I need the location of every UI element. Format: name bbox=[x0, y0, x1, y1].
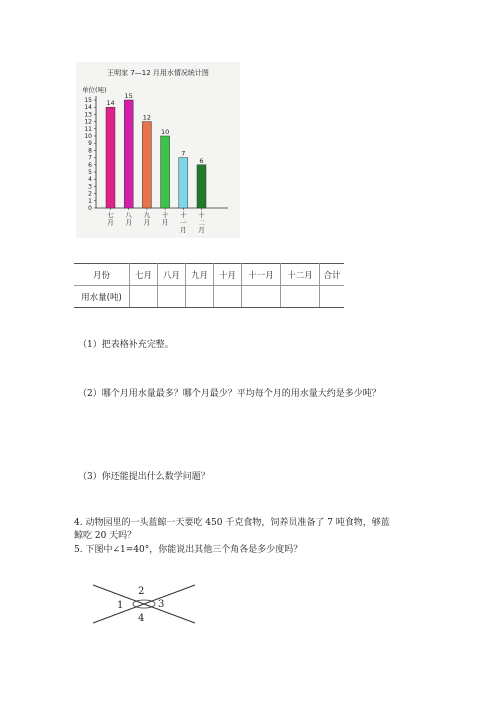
x-tick-label: 二 bbox=[198, 218, 205, 227]
table-header-cell: 七月 bbox=[130, 264, 158, 286]
x-tick-label: 十 bbox=[180, 211, 187, 219]
table-header-cell: 月份 bbox=[74, 264, 130, 286]
table-header-cell: 十一月 bbox=[242, 264, 281, 286]
usage-table bbox=[74, 263, 344, 308]
bar-value-label: 7 bbox=[181, 149, 186, 158]
x-tick-label: 八 bbox=[125, 211, 132, 219]
x-tick-label: 月 bbox=[107, 218, 114, 227]
bar-value-label: 15 bbox=[124, 92, 133, 100]
x-tick-label: 月 bbox=[125, 218, 132, 227]
angle-label-4: 4 bbox=[138, 613, 145, 624]
question-2: （2）哪个月用水量最多？哪个月最少？平均每个月的用水量大约是多少吨？ bbox=[78, 389, 381, 399]
problem-4-line-1: 4. 动物园里的一头蓝鲸一天要吃 450 千克食物，饲养员准备了 7 吨食物，够蓝 bbox=[74, 518, 390, 528]
y-tick-label: 9 bbox=[88, 140, 92, 148]
y-tick-label: 13 bbox=[84, 111, 92, 119]
y-tick-label: 6 bbox=[88, 161, 92, 169]
chart-unit-label: 单位(吨) bbox=[82, 86, 107, 94]
x-tick-label: 十 bbox=[198, 211, 205, 219]
table-header-cell: 九月 bbox=[186, 264, 214, 286]
table-data-row bbox=[74, 286, 344, 308]
bar bbox=[124, 100, 133, 208]
bar-value-label: 6 bbox=[199, 156, 204, 165]
blank-cell[interactable] bbox=[158, 286, 186, 308]
table-header-cell: 十月 bbox=[214, 264, 242, 286]
y-tick-label: 4 bbox=[88, 176, 92, 184]
problem-4-line-2: 鲸吃 20 天吗？ bbox=[74, 531, 137, 541]
x-tick-label: 月 bbox=[198, 226, 205, 234]
y-tick-label: 5 bbox=[88, 169, 92, 176]
blank-cell[interactable] bbox=[214, 286, 242, 308]
angle-label-2: 2 bbox=[138, 586, 145, 597]
usage-chart bbox=[76, 62, 240, 238]
angle-figure bbox=[90, 580, 200, 630]
x-tick-label: 七 bbox=[107, 211, 114, 219]
bar bbox=[197, 165, 206, 208]
bar-value-label: 10 bbox=[160, 128, 170, 136]
x-tick-label: 一 bbox=[180, 218, 187, 227]
y-tick-label: 12 bbox=[84, 118, 92, 126]
angle-label-1: 1 bbox=[117, 600, 124, 611]
blank-cell[interactable] bbox=[130, 286, 158, 308]
table-header-cell: 合计 bbox=[320, 264, 345, 286]
bar bbox=[142, 122, 151, 208]
bar-value-label: 12 bbox=[142, 113, 152, 122]
angle-label-3: 3 bbox=[158, 599, 165, 610]
table-header-cell: 八月 bbox=[158, 264, 186, 286]
blank-cell[interactable] bbox=[281, 286, 320, 308]
blank-cell[interactable] bbox=[186, 286, 214, 308]
y-tick-label: 0 bbox=[88, 205, 92, 212]
blank-cell[interactable] bbox=[320, 286, 345, 308]
y-tick-label: 14 bbox=[84, 104, 92, 112]
question-3: （3）你还能提出什么数学问题？ bbox=[78, 472, 210, 482]
y-tick-label: 8 bbox=[88, 147, 92, 155]
question-1: （1）把表格补充完整。 bbox=[78, 340, 174, 350]
x-tick-label: 月 bbox=[143, 218, 151, 227]
blank-cell[interactable] bbox=[242, 286, 281, 308]
x-tick-label: 月 bbox=[180, 226, 187, 234]
bar-chart-svg bbox=[76, 62, 240, 238]
bar bbox=[161, 136, 170, 208]
table-header-cell: 十二月 bbox=[281, 264, 320, 286]
bar-value-label: 14 bbox=[106, 99, 115, 108]
y-tick-label: 11 bbox=[84, 125, 92, 133]
table-row-label: 用水量(吨) bbox=[74, 286, 130, 308]
y-tick-label: 15 bbox=[84, 97, 92, 104]
y-tick-label: 7 bbox=[88, 154, 92, 162]
problem-5: 5. 下图中∠1=40°，你能说出其他三个角各是多少度吗？ bbox=[74, 545, 303, 555]
x-tick-label: 十 bbox=[161, 211, 169, 219]
bar bbox=[179, 158, 188, 208]
chart-title: 王明家 7—12 月用水情况统计图 bbox=[107, 69, 209, 77]
y-tick-label: 1 bbox=[88, 197, 92, 205]
y-tick-label: 3 bbox=[88, 183, 92, 191]
y-tick-label: 10 bbox=[84, 133, 92, 140]
x-tick-label: 月 bbox=[161, 218, 169, 227]
x-tick-label: 九 bbox=[143, 211, 151, 219]
y-tick-label: 2 bbox=[88, 190, 92, 198]
bar bbox=[106, 107, 115, 208]
table-header-row bbox=[74, 264, 344, 286]
